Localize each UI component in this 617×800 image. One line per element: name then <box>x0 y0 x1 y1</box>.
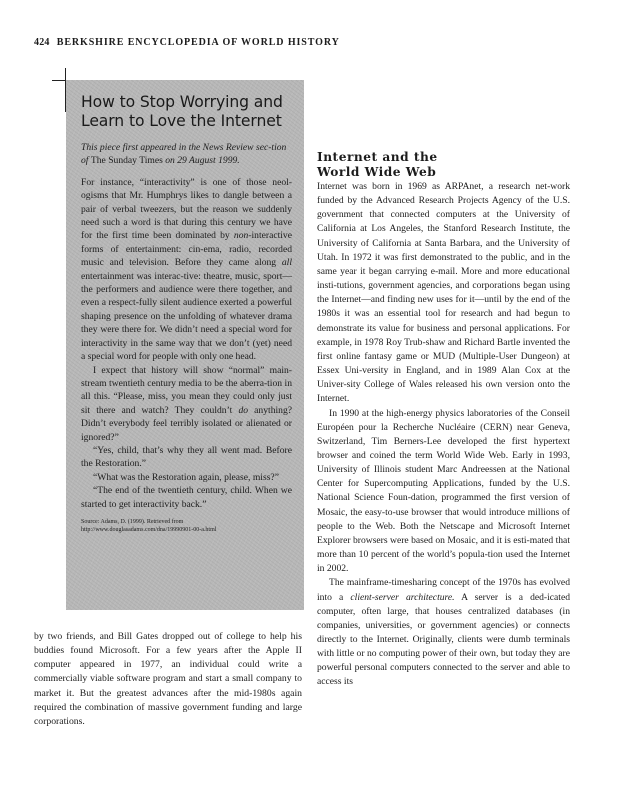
sidebar-p1-text-a: For instance, “interactivity” is one of those neol-ogisms that Mr. Humphrys likes to dangle between a pair of verbal tweezers, but the reason we suddenly need such a word is that during this century we have for the first time been dominated by <box>81 176 292 242</box>
body-paragraph-3 <box>317 576 570 689</box>
right-column <box>317 150 570 690</box>
sidebar-title <box>81 93 292 131</box>
sidebar-paragraph-4: “What was the Restoration again, please, miss?” <box>93 471 279 483</box>
sidebar-p1-text-b: -interactive forms of entertainment: cin-ema, radio, recorded music and television. Before they came along <box>81 230 292 269</box>
sidebar-paragraph-2 <box>81 364 292 444</box>
sidebar-intro-text: This piece first appeared in the News Review sec-tion of <box>81 142 287 167</box>
sidebar-p1-text-c: entertainment was interac-tive: theatre, music, sport—the performers and audience were there together, and even a respect-fully silent audience exerted a powerful shaping presence on the unfolding of whatever drama they were there for. We didn’t need a special word for interactivity in the same way that we don’t (yet) need a special word for people with only one head. <box>81 270 292 363</box>
sidebar-title-line2: Learn to Love the Internet <box>81 112 282 130</box>
section-heading <box>317 150 570 180</box>
left-column <box>34 630 302 729</box>
sidebar-p2-text-a: I expect that history will show “normal” main-stream twentieth century media to be the aberra-tion in all this. “Please, miss, you mean they could only just sit there and watch? They couldn’t <box>81 364 292 416</box>
sidebar-source-citation: Source: Adams, D. (1999). Retrieved from http://www.douglasadams.com/dna/19990901-00-a.html <box>81 518 217 534</box>
section-heading-line1: Internet and the <box>317 150 438 164</box>
sidebar-title-line1: How to Stop Worrying and <box>81 93 283 111</box>
body-p3-em: client-server architecture. <box>350 591 455 603</box>
sidebar-intro-source: The Sunday Times <box>90 155 163 167</box>
body-p3-text-a: The mainframe-timesharing concept of the 1970s has evolved into a <box>317 577 570 603</box>
sidebar-paragraph-1 <box>81 176 292 364</box>
page-number: 424 <box>34 37 50 48</box>
sidebar-paragraph-5: “The end of the twentieth century, child. When we started to get interactivity back.” <box>81 485 292 510</box>
sidebar-intro <box>81 141 292 168</box>
sidebar-intro-date: on 29 August 1999. <box>162 155 240 167</box>
body-paragraph-2: In 1990 at the high-energy physics laboratories of the Conseil Européen pour la Recherche Nucléaire (CERN) near Geneva, Switzerland, Tim Berners-Lee developed the first hypertext browser and coined the term World Wide Web. Early in 1993, University of Illinois student Marc Andreessen at the National Center for Supercomputing Applications, funded by the U.S. National Science Foun-dation, programmed the first version of Mosaic, the easy-to-use browser that would introduce millions of people to the Web. Both the Netscape and Microsoft Internet Explorer browsers were based on Mosaic, and it is esti-mated that more than 10 percent of the world’s popula-tion used the Internet in 2002. <box>317 407 570 575</box>
sidebar-p2-text-b: anything? Didn’t everybody feel terribly isolated or alienated or ignored?” <box>81 404 293 443</box>
left-body-paragraph: by two friends, and Bill Gates dropped out of college to help his buddies found Microsoft. For a few years after the Apple II computer appeared in 1977, an individual could write a commercially viable software program and start a small company to market it. But the greatest advances after the mid-1980s again required the combination of massive government funding and large corporations. <box>34 631 302 727</box>
sidebar-paragraph-3: “Yes, child, that’s why they all went mad. Before the Restoration.” <box>81 444 292 470</box>
body-paragraph-1: Internet was born in 1969 as ARPAnet, a research net-work funded by the Advanced Research Projects Agency of the U.S. government that connected computers at the University of California at Los Angeles, the Stanford Research Institute, the University of California at Santa Barbara, and the University of Utah. In 1972 it was first demonstrated to the public, and in the same year it began carrying e-mail. More and more educational insti-tutions, government agencies, and corporations began using the Internet—and finding new uses for it—until by the end of the 1980s it was an essential tool for research and had begun to demonstrate its value for business and personal applications. For example, in 1978 Roy Trub-shaw and Richard Bartle invented the first online fantasy game or MUD (Multiple-User Dungeon) at Essex Uni-versity in England, and in 1989 Alan Cox at the Univer-sity College of Wales released his own version onto the Internet. <box>317 181 570 405</box>
body-p3-text-b: A server is a ded-icated computer, often large, that houses centralized databases (in companies, universities, or government agencies) or connects directly to the Internet. Originally, clients were dumb terminals with little or no computing power of their own, but today they are powerful personal computers connected to the server and able to access its <box>317 591 571 688</box>
sidebar-p1-em-b: all <box>281 257 292 269</box>
sidebar-p1-em-a: non <box>233 230 249 242</box>
sidebar-box <box>66 80 304 610</box>
section-heading-line2: World Wide Web <box>317 165 437 179</box>
sidebar-p2-em: do <box>238 404 249 416</box>
running-header <box>34 37 340 48</box>
running-title: BERKSHIRE ENCYCLOPEDIA OF WORLD HISTORY <box>56 37 340 48</box>
